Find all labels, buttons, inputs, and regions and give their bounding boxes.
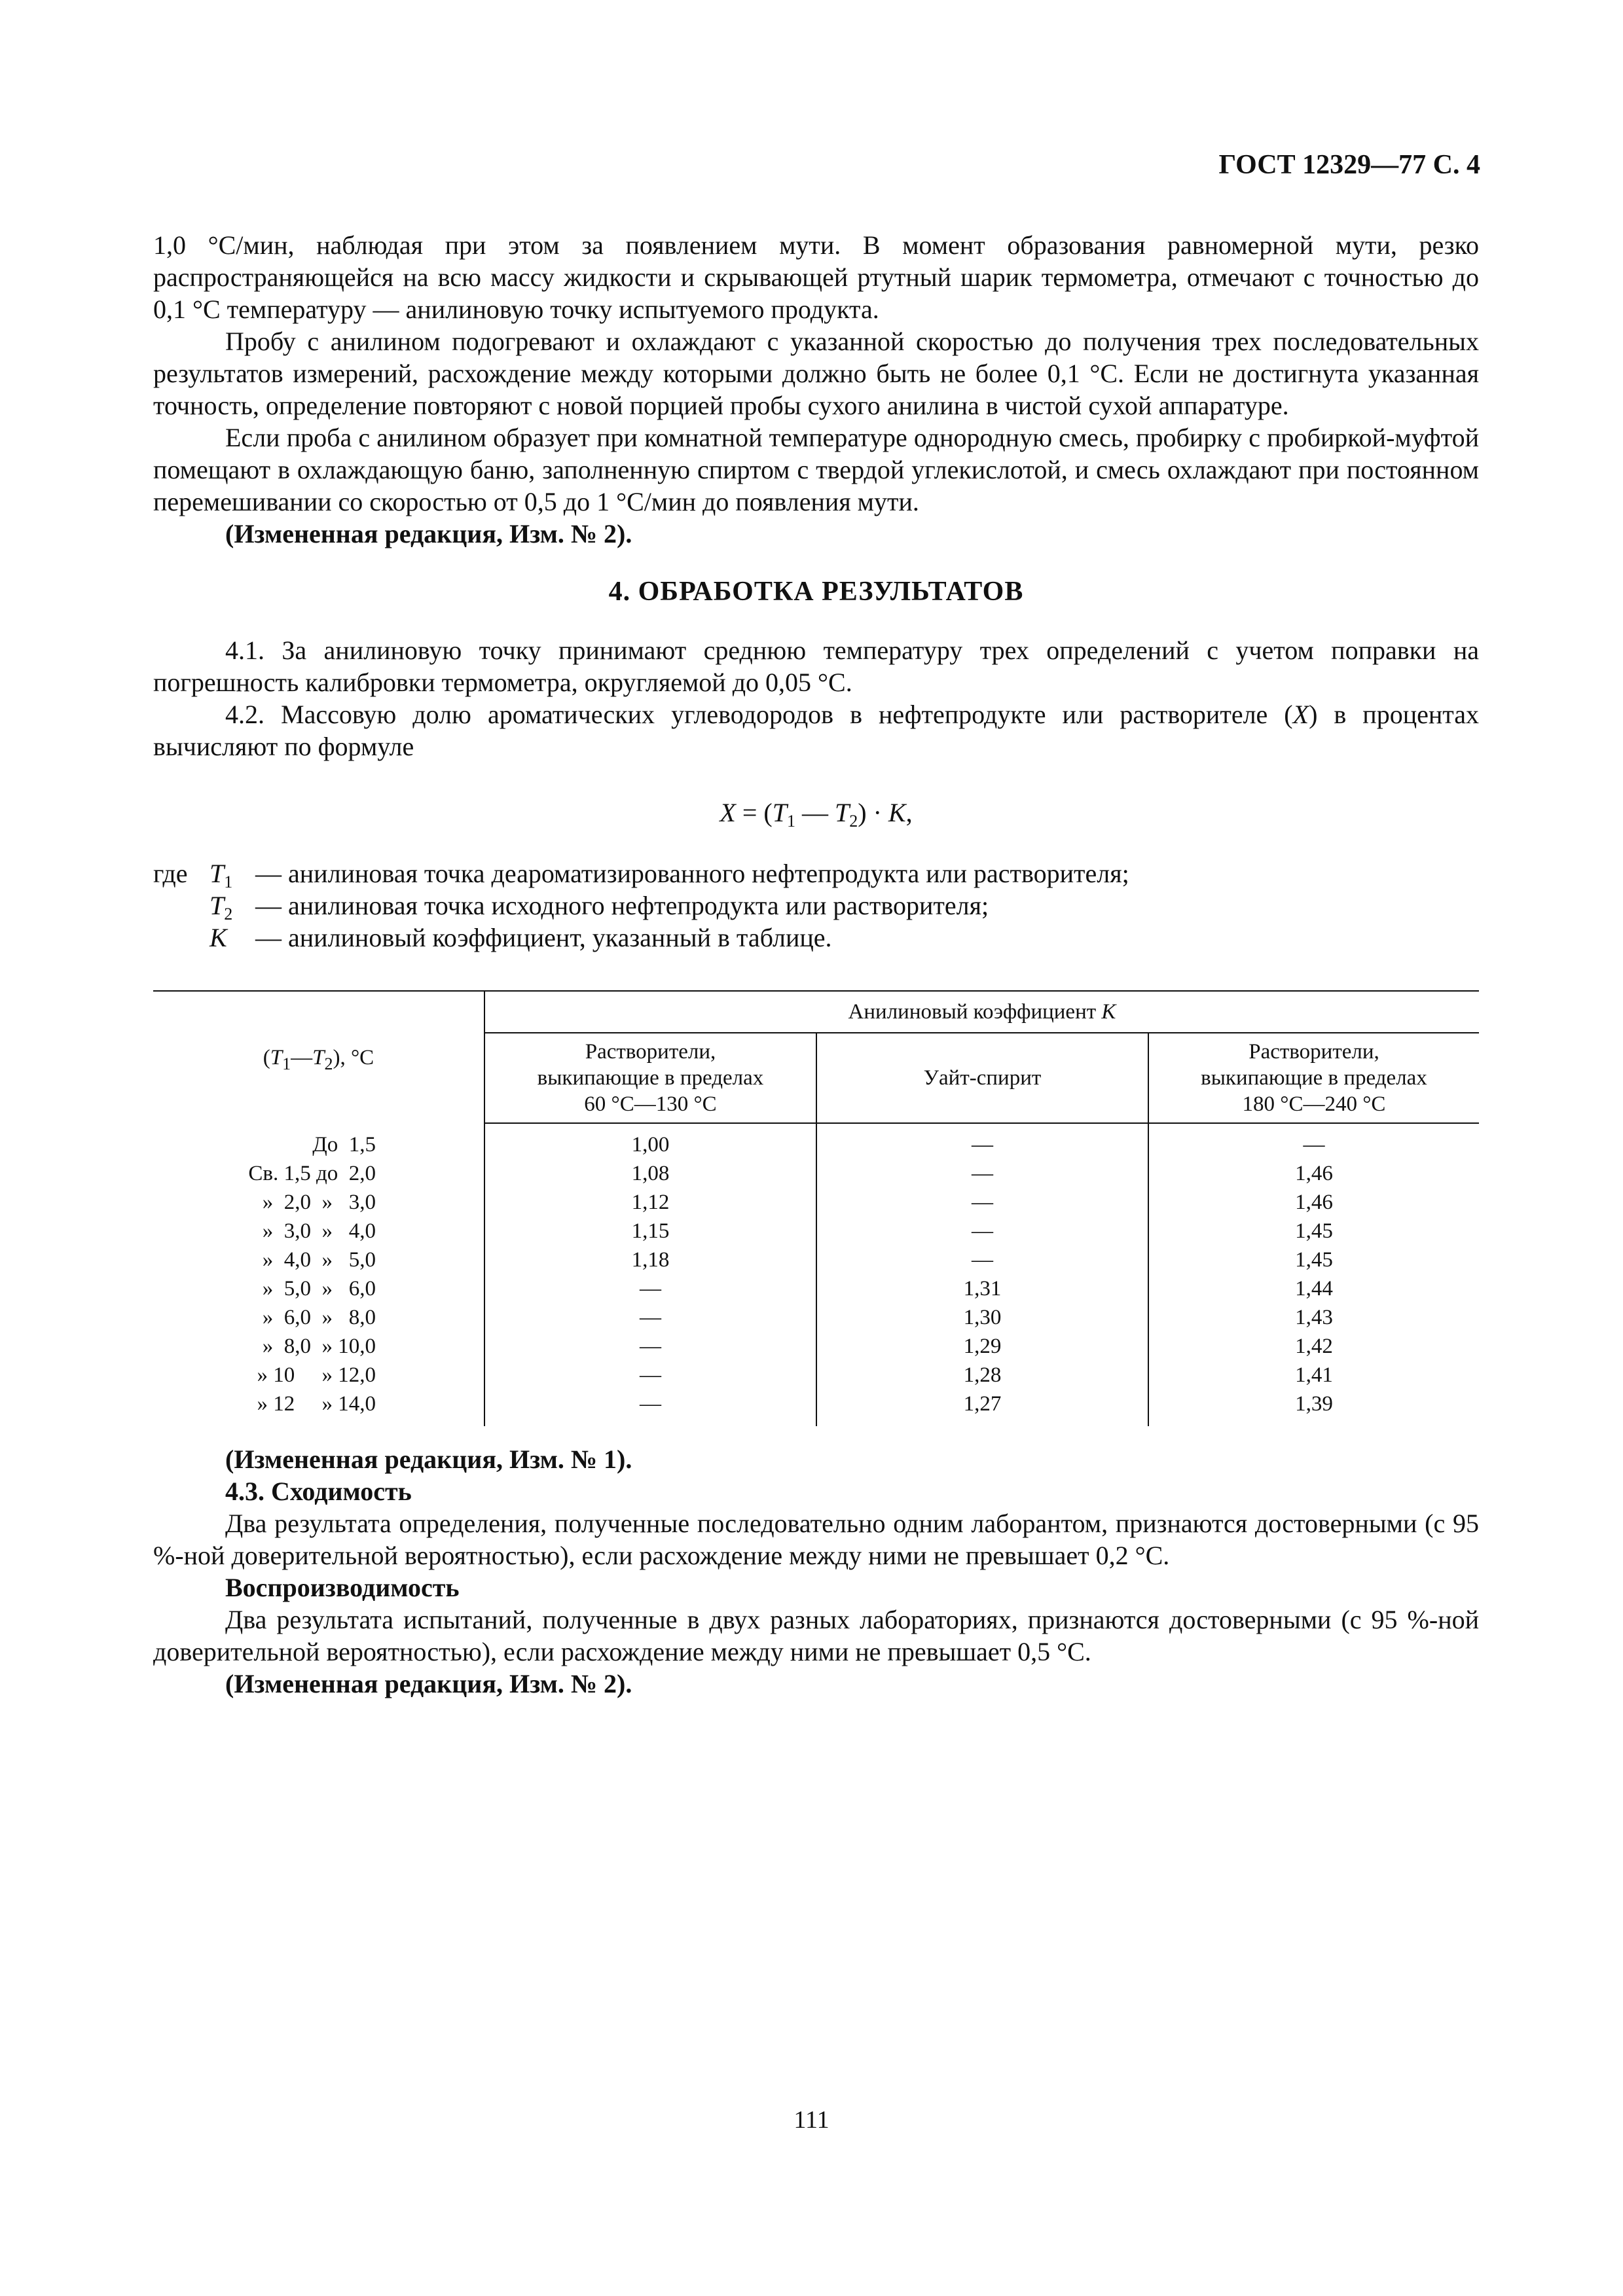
table-row bbox=[153, 1274, 1479, 1303]
th-line: выкипающие в пределах bbox=[537, 1066, 764, 1090]
cell-solvents-180-240: 1,42 bbox=[1295, 1335, 1333, 1358]
page-header: ГОСТ 12329—77 С. 4 bbox=[1218, 150, 1480, 180]
formula-k: K bbox=[888, 798, 906, 827]
table-row bbox=[153, 1246, 1479, 1274]
document-body bbox=[153, 229, 1479, 1700]
cell-solvents-180-240: 1,39 bbox=[1295, 1392, 1333, 1416]
formula-t1: T bbox=[772, 798, 787, 827]
table-header-coefficient bbox=[484, 991, 1479, 1033]
formula-sub1: 1 bbox=[787, 812, 795, 831]
th-line: 180 °С—240 °С bbox=[1242, 1092, 1386, 1116]
cell-range bbox=[153, 1159, 484, 1188]
cell-solvents-180-240: 1,41 bbox=[1295, 1363, 1333, 1387]
table-row bbox=[153, 1390, 1479, 1426]
th-close: ), °С bbox=[333, 1045, 374, 1069]
table-row bbox=[153, 1159, 1479, 1188]
cell-solvents-180-240: — bbox=[1303, 1133, 1325, 1157]
section-title: 4. ОБРАБОТКА РЕЗУЛЬТАТОВ bbox=[608, 577, 1024, 607]
legend-lead: где bbox=[153, 859, 188, 888]
th-line: Растворители, bbox=[1249, 1040, 1379, 1064]
range-label: Св. 1,5 до 2,0 bbox=[248, 1162, 376, 1185]
legend-row-t2 bbox=[153, 889, 1479, 922]
th-sub2: 2 bbox=[324, 1054, 333, 1073]
legend-lead-blank bbox=[153, 889, 210, 922]
heading-4-3: 4.3. Сходимость bbox=[225, 1477, 412, 1506]
formula-rhs: ) · bbox=[858, 798, 888, 827]
table-row bbox=[153, 1217, 1479, 1246]
table-header-white-spirit bbox=[816, 1033, 1148, 1123]
paragraph-homogeneous-mixture: Если проба с анилином образует при комнатной температуре однородную смесь, пробирку с пробиркой-муфтой помещают в охлаждающую баню, заполненную спиртом с твердой углекислотой, и смесь охлаждают при постоянном перемешивании со скоростью от 0,5 до 1 °С/мин до появления мути. bbox=[153, 423, 1479, 516]
paragraph-4-1: 4.1. За анилиновую точку принимают среднюю температуру трех определений с учетом поправки на погрешность калибровки термометра, округляемой до 0,05 °С. bbox=[153, 636, 1479, 697]
cell-range bbox=[153, 1303, 484, 1332]
cell-white-spirit: 1,27 bbox=[816, 1390, 1148, 1426]
amendment-note: (Измененная редакция, Изм. № 2). bbox=[225, 1669, 632, 1698]
legend-symbol-sub: 2 bbox=[224, 905, 233, 924]
paragraph-continuation: 1,0 °С/мин, наблюдая при этом за появлением мути. В момент образования равномерной мути, резко распространяющейся на всю массу жидкости и скрывающей ртутный шарик термометра, отмечают с точностью до 0,1 °С температуру — анилиновую точку испытуемого продукта. bbox=[153, 230, 1479, 324]
table-row bbox=[153, 1303, 1479, 1332]
cell-range bbox=[153, 1246, 484, 1274]
coefficient-table bbox=[153, 990, 1479, 1426]
legend-symbol-sub: 1 bbox=[224, 872, 233, 891]
cell-white-spirit: 1,31 bbox=[816, 1274, 1148, 1303]
cell-white-spirit: 1,30 bbox=[816, 1303, 1148, 1332]
cell-solvents-180-240: 1,45 bbox=[1295, 1248, 1333, 1272]
range-label: » 3,0 » 4,0 bbox=[262, 1219, 376, 1243]
legend-symbol bbox=[210, 922, 255, 954]
cell-solvents-180-240: 1,46 bbox=[1295, 1191, 1333, 1214]
legend-symbol-letter: K bbox=[210, 923, 227, 952]
table-header-solvents-180-240 bbox=[1148, 1033, 1479, 1123]
legend-symbol bbox=[210, 857, 255, 889]
cell-solvents-60-130: 1,18 bbox=[484, 1246, 816, 1274]
paragraph-repeatability: Два результата определения, полученные последовательно одним лаборантом, признаются достоверными (с 95 %-ной доверительной вероятностью), если расхождение между ними не превышает 0,2 °С. bbox=[153, 1509, 1479, 1570]
cell-solvents-60-130: — bbox=[484, 1332, 816, 1361]
cell-range bbox=[153, 1332, 484, 1361]
table-header-temperature-diff bbox=[153, 991, 484, 1123]
cell-solvents-180-240: 1,45 bbox=[1295, 1219, 1333, 1243]
table-row bbox=[153, 1188, 1479, 1217]
cell-range bbox=[153, 1188, 484, 1217]
paragraph-reproducibility: Два результата испытаний, полученные в двух разных лабораториях, признаются достоверными (с 95 %-ной доверительной вероятностью), если расхождение между ними не превышает 0,5 °С. bbox=[153, 1605, 1479, 1666]
range-label: » 10 » 12,0 bbox=[257, 1363, 376, 1387]
cell-solvents-60-130: — bbox=[484, 1361, 816, 1390]
range-label: » 5,0 » 6,0 bbox=[262, 1277, 376, 1300]
th-dash: — bbox=[291, 1045, 313, 1069]
cell-white-spirit: — bbox=[816, 1188, 1148, 1217]
page-number: 111 bbox=[793, 2106, 830, 2134]
th-line: 60 °С—130 °С bbox=[584, 1092, 717, 1116]
table-row bbox=[153, 1361, 1479, 1390]
paragraph-4-2 bbox=[153, 698, 1479, 762]
variable-x: X bbox=[1292, 700, 1309, 729]
legend-symbol-letter: T bbox=[210, 891, 225, 920]
cell-range bbox=[153, 1274, 484, 1303]
table-body bbox=[153, 1123, 1479, 1426]
cell-solvents-60-130: — bbox=[484, 1274, 816, 1303]
cell-solvents-60-130: 1,00 bbox=[484, 1123, 816, 1159]
amendment-note: (Измененная редакция, Изм. № 1). bbox=[225, 1444, 632, 1474]
legend-row-k bbox=[153, 922, 1479, 954]
table-row bbox=[153, 1123, 1479, 1159]
formula-minus: — bbox=[795, 798, 835, 827]
range-label: » 8,0 » 10,0 bbox=[262, 1335, 376, 1358]
th-sub1: 1 bbox=[282, 1054, 291, 1073]
legend-text: — анилиновая точка деароматизированного нефтепродукта или растворителя; bbox=[255, 859, 1129, 888]
cell-solvents-180-240: 1,43 bbox=[1295, 1306, 1333, 1329]
cell-solvents-60-130: 1,08 bbox=[484, 1159, 816, 1188]
formula-lhs: X bbox=[720, 798, 736, 827]
group-header-text: Анилиновый коэффициент bbox=[848, 1000, 1102, 1024]
range-label: » 6,0 » 8,0 bbox=[262, 1306, 376, 1329]
cell-solvents-60-130: — bbox=[484, 1303, 816, 1332]
paragraph-4-2-end: ) в процентах вычисляют по формуле bbox=[153, 700, 1479, 761]
legend-row-t1 bbox=[153, 857, 1479, 889]
th-line: Уайт-спирит bbox=[923, 1066, 1042, 1090]
cell-white-spirit: 1,29 bbox=[816, 1332, 1148, 1361]
cell-solvents-60-130: 1,12 bbox=[484, 1188, 816, 1217]
formula bbox=[153, 797, 1479, 829]
cell-range bbox=[153, 1123, 484, 1159]
formula-t2: T bbox=[835, 798, 850, 827]
formula-sub2: 2 bbox=[849, 812, 858, 831]
formula-eq: = ( bbox=[735, 798, 773, 827]
cell-white-spirit: — bbox=[816, 1123, 1148, 1159]
legend-symbol-letter: T bbox=[210, 859, 225, 888]
th-t1: T bbox=[270, 1045, 283, 1069]
formula-legend bbox=[153, 857, 1479, 954]
range-label: До 1,5 bbox=[312, 1132, 376, 1157]
cell-range bbox=[153, 1361, 484, 1390]
legend-text: — анилиновый коэффициент, указанный в таблице. bbox=[255, 923, 832, 952]
cell-solvents-60-130: 1,15 bbox=[484, 1217, 816, 1246]
group-header-k: K bbox=[1101, 1000, 1116, 1024]
heading-reproducibility: Воспроизводимость bbox=[225, 1573, 460, 1602]
paragraph-repeat-measurements: Пробу с анилином подогревают и охлаждают с указанной скоростью до получения трех последовательных результатов измерений, расхождение между которыми должно быть не более 0,1 °С. Если не достигнута указанная точность, определение повторяют с новой порцией пробы сухого анилина в чистой сухой аппаратуре. bbox=[153, 327, 1479, 420]
cell-range bbox=[153, 1390, 484, 1426]
th-open: ( bbox=[263, 1045, 270, 1069]
th-line: Растворители, bbox=[585, 1040, 716, 1064]
formula-end: , bbox=[905, 798, 913, 827]
table-row bbox=[153, 1332, 1479, 1361]
amendment-note: (Измененная редакция, Изм. № 2). bbox=[225, 519, 632, 548]
legend-text: — анилиновая точка исходного нефтепродукта или растворителя; bbox=[255, 891, 989, 920]
cell-white-spirit: — bbox=[816, 1217, 1148, 1246]
table-header-solvents-60-130 bbox=[484, 1033, 816, 1123]
cell-white-spirit: — bbox=[816, 1159, 1148, 1188]
legend-lead-blank bbox=[153, 922, 210, 954]
cell-white-spirit: — bbox=[816, 1246, 1148, 1274]
cell-solvents-180-240: 1,46 bbox=[1295, 1162, 1333, 1185]
range-label: » 4,0 » 5,0 bbox=[262, 1248, 376, 1272]
paragraph-4-2-start: 4.2. Массовую долю ароматических углеводородов в нефтепродукте или растворителе ( bbox=[225, 700, 1293, 729]
legend-symbol bbox=[210, 889, 255, 922]
th-t2: T bbox=[312, 1045, 325, 1069]
cell-solvents-60-130: — bbox=[484, 1390, 816, 1426]
th-line: выкипающие в пределах bbox=[1201, 1066, 1427, 1090]
cell-white-spirit: 1,28 bbox=[816, 1361, 1148, 1390]
range-label: » 12 » 14,0 bbox=[257, 1392, 376, 1416]
range-label: » 2,0 » 3,0 bbox=[262, 1191, 376, 1214]
cell-solvents-180-240: 1,44 bbox=[1295, 1277, 1333, 1300]
cell-range bbox=[153, 1217, 484, 1246]
